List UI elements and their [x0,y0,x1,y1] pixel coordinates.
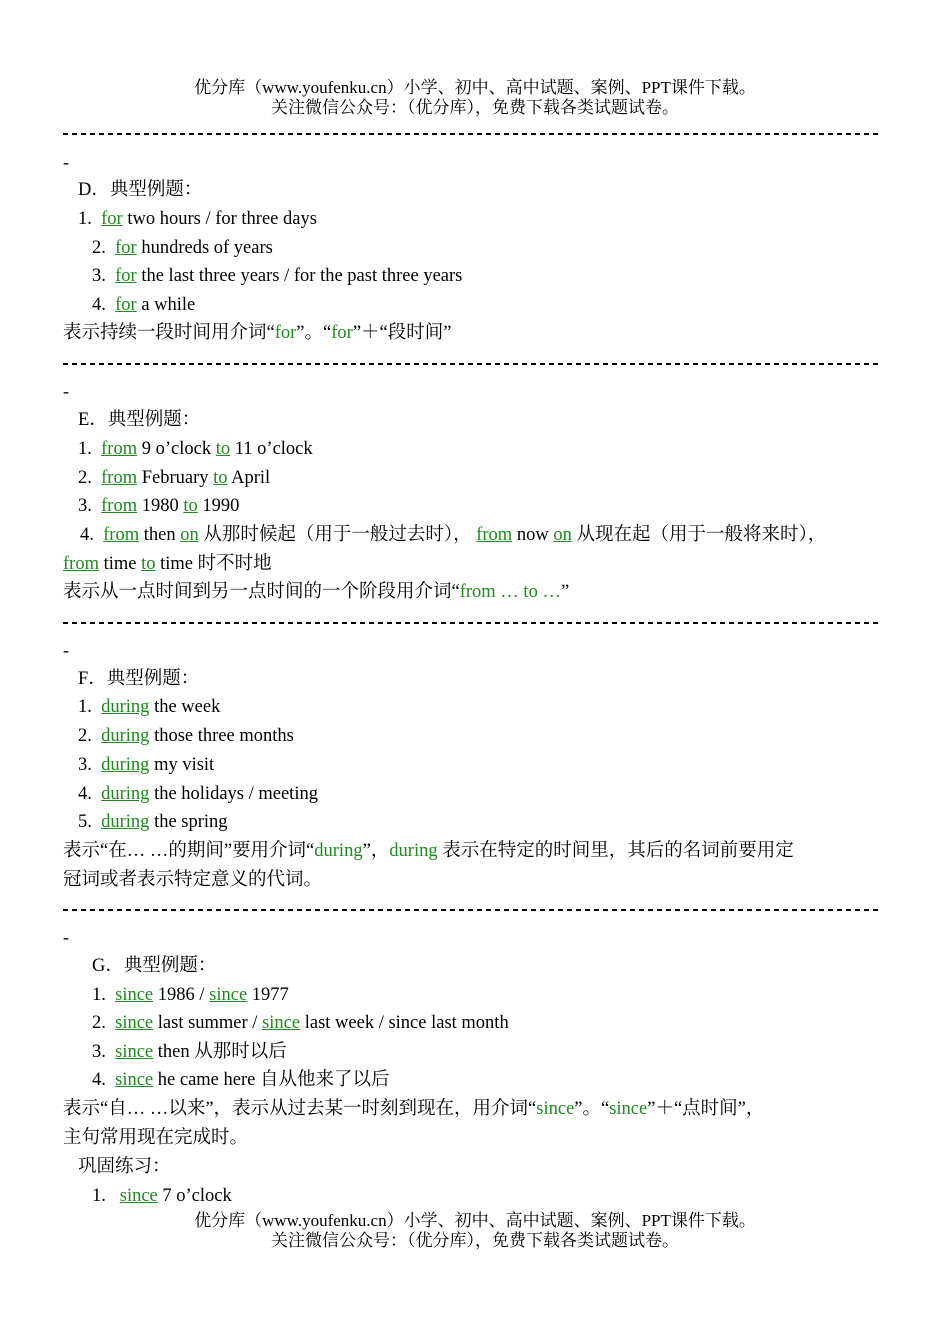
section-f-title: F．典型例题： [78,669,200,689]
page-footer-line2: 关注微信公众号：（优分库），免费下载各类试题试卷。 [271,1231,679,1250]
section-f-note: 表示“在… …的期间”要用介词“during”，during 表示在特定的时间里，其后的名词前要用定 [63,841,794,861]
list-item: 1. since 1986 / since 1977 [92,985,289,1005]
list-item: 1. from 9 o’clock to 11 o’clock [78,439,313,459]
list-item: 4. for a while [92,295,196,315]
dashed-separator [63,363,881,365]
separator-tail: - [63,927,69,947]
keyword: for [115,295,137,315]
list-item: 5. during the spring [78,812,228,832]
list-item: 3. since then 从那时以后 [92,1042,287,1062]
keyword: for [115,266,137,286]
page-header-line1: 优分库（www.youfenku.cn）小学、初中、高中试题、案例、PPT课件下载。 [194,78,756,97]
list-item-continued: from time to time 时不时地 [63,554,272,574]
section-e-title: E．典型例题： [78,410,201,430]
list-item: 2. during those three months [78,726,294,746]
separator-tail: - [63,381,69,401]
list-item: 1. for two hours / for three days [78,209,317,229]
section-e-note: 表示从一点时间到另一点时间的一个阶段用介词“from … to …” [63,582,570,602]
keyword: for [115,238,137,258]
list-item: 4. since he came here 自从他来了以后 [92,1070,390,1090]
keyword: for [101,209,123,229]
list-item: 2. from February to April [78,468,271,488]
dashed-separator [63,622,881,624]
section-f-note-continued: 冠词或者表示特定意义的代词。 [63,870,323,890]
separator-tail: - [63,640,69,660]
list-item: 3. for the last three years / for the past three years [92,266,463,286]
page-header-line2: 关注微信公众号：（优分库），免费下载各类试题试卷。 [271,98,679,117]
list-item: 4. from then on 从那时候起（用于一般过去时）， from now on 从现在起（用于一般将来时）， [80,525,827,545]
section-g-note: 表示“自… …以来”，表示从过去某一时刻到现在，用介词“since”。“since”＋“点时间”， [63,1099,765,1119]
list-item: 2. since last summer / since last week / since last month [92,1013,509,1033]
page-footer-line1: 优分库（www.youfenku.cn）小学、初中、高中试题、案例、PPT课件下载。 [194,1211,756,1230]
list-item: 2. for hundreds of years [92,238,273,258]
section-g-title: G．典型例题： [92,956,217,976]
section-d-title: D．典型例题： [78,180,203,200]
list-item: 1. during the week [78,697,221,717]
separator-tail: - [63,152,69,172]
list-item: 3. from 1980 to 1990 [78,496,240,516]
dashed-separator [63,133,881,135]
dashed-separator [63,909,881,911]
practice-title: 巩固练习： [78,1157,171,1177]
list-item: 3. during my visit [78,755,215,775]
list-item: 4. during the holidays / meeting [78,784,318,804]
section-d-note: 表示持续一段时间用介词“for”。“for”＋“段时间” [63,323,452,343]
section-g-note-continued: 主句常用现在完成时。 [63,1128,249,1148]
list-item: 1. since 7 o’clock [92,1186,232,1206]
